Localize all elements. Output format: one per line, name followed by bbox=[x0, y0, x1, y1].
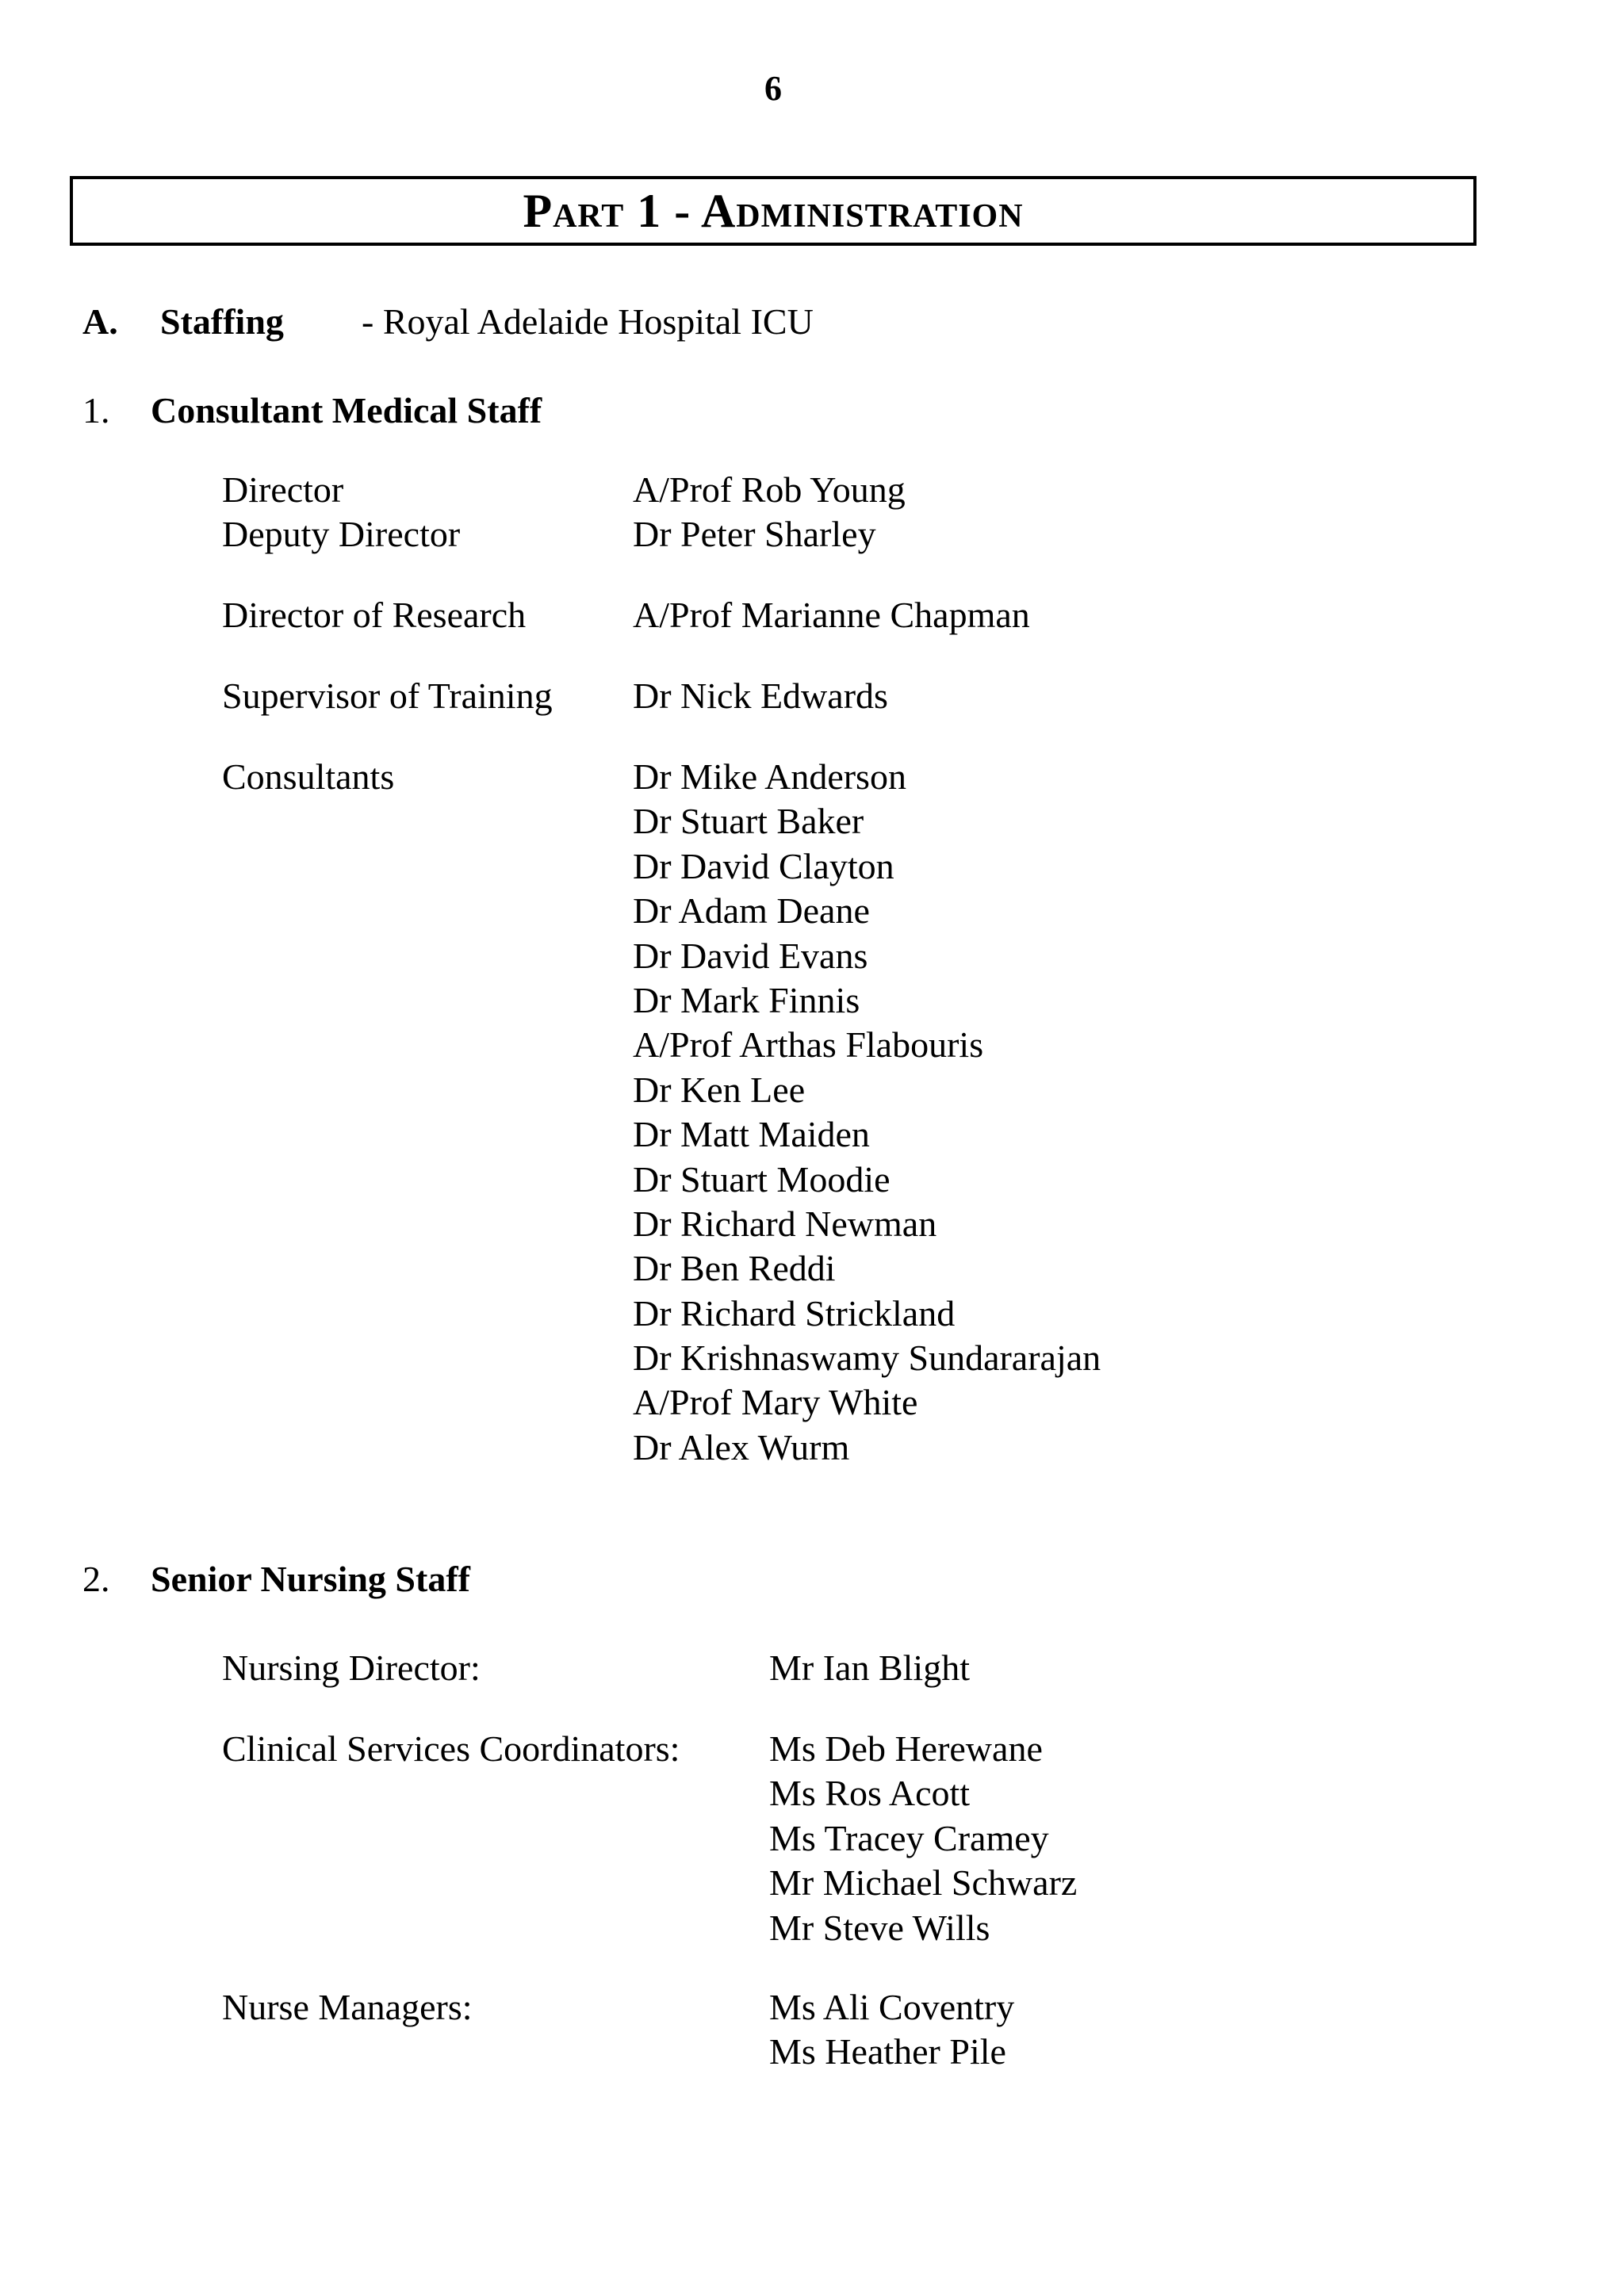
section-a-subtitle: - Royal Adelaide Hospital ICU bbox=[362, 301, 814, 342]
coordinator-name: Ms Tracey Cramey bbox=[769, 1817, 1049, 1858]
section-1-number: 1. bbox=[82, 390, 110, 430]
section-a-letter: A. bbox=[82, 301, 118, 342]
research-director-value: A/Prof Marianne Chapman bbox=[633, 595, 1030, 635]
director-value: A/Prof Rob Young bbox=[633, 469, 906, 510]
nursing-director-label: Nursing Director: bbox=[222, 1647, 481, 1688]
part-heading-box bbox=[70, 176, 1477, 246]
coordinators-list bbox=[769, 1727, 1077, 1950]
consultants-list bbox=[633, 755, 1101, 1470]
consultant-name: Dr Adam Deane bbox=[633, 890, 870, 932]
part-heading: Part 1 - Administration bbox=[523, 184, 1024, 237]
coordinator-name: Mr Steve Wills bbox=[769, 1907, 990, 1948]
nurse-managers-list bbox=[769, 1985, 1014, 2075]
research-director-label: Director of Research bbox=[222, 595, 527, 635]
section-2-title: Senior Nursing Staff bbox=[151, 1559, 470, 1599]
deputy-director-label: Deputy Director bbox=[222, 514, 461, 554]
consultant-name: Dr Richard Newman bbox=[633, 1203, 937, 1244]
consultant-name: Dr Krishnaswamy Sundararajan bbox=[633, 1337, 1101, 1379]
deputy-director-value: Dr Peter Sharley bbox=[633, 514, 876, 554]
consultant-name: Dr David Evans bbox=[633, 935, 868, 976]
consultant-name: Dr Stuart Baker bbox=[633, 801, 864, 842]
consultant-name: Dr Ben Reddi bbox=[633, 1248, 836, 1289]
section-a-title: Staffing bbox=[160, 301, 284, 342]
consultant-name: Dr Matt Maiden bbox=[633, 1114, 870, 1155]
section-2-number: 2. bbox=[82, 1559, 110, 1599]
training-supervisor-value: Dr Nick Edwards bbox=[633, 675, 888, 716]
coordinators-label: Clinical Services Coordinators: bbox=[222, 1728, 680, 1769]
consultants-label: Consultants bbox=[222, 756, 395, 797]
consultant-name: Dr Mike Anderson bbox=[633, 756, 906, 797]
page-number: 6 bbox=[764, 69, 782, 108]
coordinator-name: Ms Ros Acott bbox=[769, 1773, 971, 1814]
consultant-name: Dr Mark Finnis bbox=[633, 979, 860, 1020]
nurse-managers-label: Nurse Managers: bbox=[222, 1987, 473, 2027]
consultant-name: Dr Alex Wurm bbox=[633, 1426, 850, 1468]
section-1-title: Consultant Medical Staff bbox=[151, 390, 542, 430]
nurse-manager-name: Ms Heather Pile bbox=[769, 2031, 1006, 2072]
coordinator-name: Ms Deb Herewane bbox=[769, 1728, 1043, 1769]
consultant-name: Dr David Clayton bbox=[633, 845, 894, 886]
consultant-name: Dr Richard Strickland bbox=[633, 1292, 956, 1334]
training-supervisor-label: Supervisor of Training bbox=[222, 675, 553, 716]
nursing-director-value: Mr Ian Blight bbox=[769, 1647, 970, 1688]
consultant-name: A/Prof Arthas Flabouris bbox=[633, 1024, 984, 1066]
director-label: Director bbox=[222, 469, 344, 510]
consultant-name: A/Prof Mary White bbox=[633, 1382, 918, 1423]
nurse-manager-name: Ms Ali Coventry bbox=[769, 1987, 1015, 2027]
consultant-name: Dr Ken Lee bbox=[633, 1069, 806, 1110]
coordinator-name: Mr Michael Schwarz bbox=[769, 1862, 1078, 1904]
consultant-name: Dr Stuart Moodie bbox=[633, 1158, 891, 1200]
